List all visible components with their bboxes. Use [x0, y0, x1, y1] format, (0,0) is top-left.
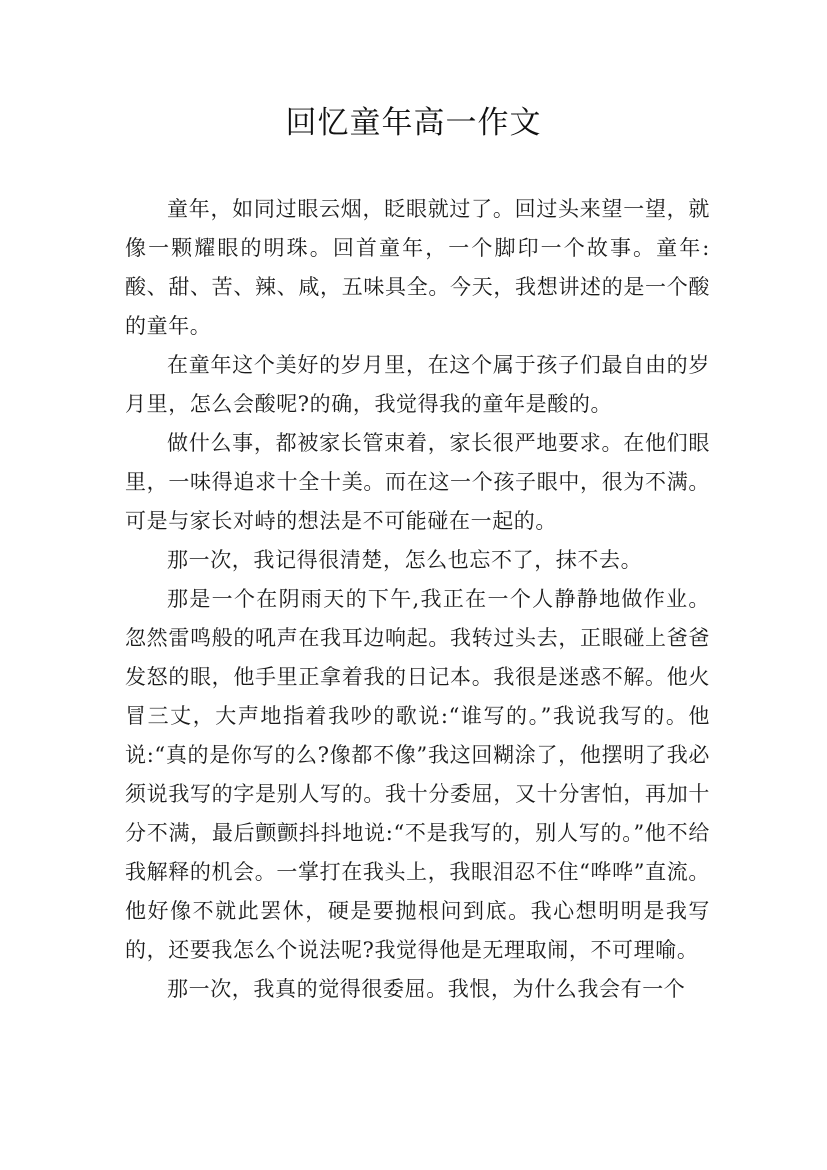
paragraph: 做什么事，都被家长管束着，家长很严地要求。在他们眼里，一味得追求十全十美。而在这一个孩子眼中，很为不满。可是与家长对峙的想法是不可能碰在一起的。	[125, 431, 710, 533]
paragraph: 那一次，我记得很清楚，怎么也忘不了，抹不去。	[167, 548, 643, 572]
paragraph: 那一次，我真的觉得很委屈。我恨，为什么我会有一个	[167, 977, 686, 1001]
document-title: 回忆童年高一作文	[285, 105, 542, 141]
paragraph: 童年，如同过眼云烟，眨眼就过了。回过头来望一望，就像一颗耀眼的明珠。回首童年，一个脚印一个故事。童年:酸、甜、苦、辣、咸，五味具全。今天，我想讲述的是一个酸的童年。	[125, 197, 710, 338]
paragraph: 那是一个在阴雨天的下午,我正在一个人静静地做作业。忽然雷鸣般的吼声在我耳边响起。我转过头去，正眼碰上爸爸发怒的眼，他手里正拿着我的日记本。我很是迷惑不解。他火冒三丈，大声地指着我吵的歌说:“谁写的。”我说我写的。他说:“真的是你写的么?像都不像”我这回糊涂了，他摆明了我必须说我写的字是别人写的。我十分委屈，又十分害怕，再加十分不满，最后颤颤抖抖地说:“不是我写的，别人写的。”他不给我解释的机会。一掌打在我头上，我眼泪忍不住“哗哗”直流。他好像不就此罢休，硬是要抛根问到底。我心想明明是我写的，还要我怎么个说法呢?我觉得他是无理取闹，不可理喻。	[125, 587, 710, 962]
document-body	[125, 190, 710, 1009]
paragraph: 在童年这个美好的岁月里，在这个属于孩子们最自由的岁月里，怎么会酸呢?的确，我觉得我的童年是酸的。	[125, 353, 710, 416]
